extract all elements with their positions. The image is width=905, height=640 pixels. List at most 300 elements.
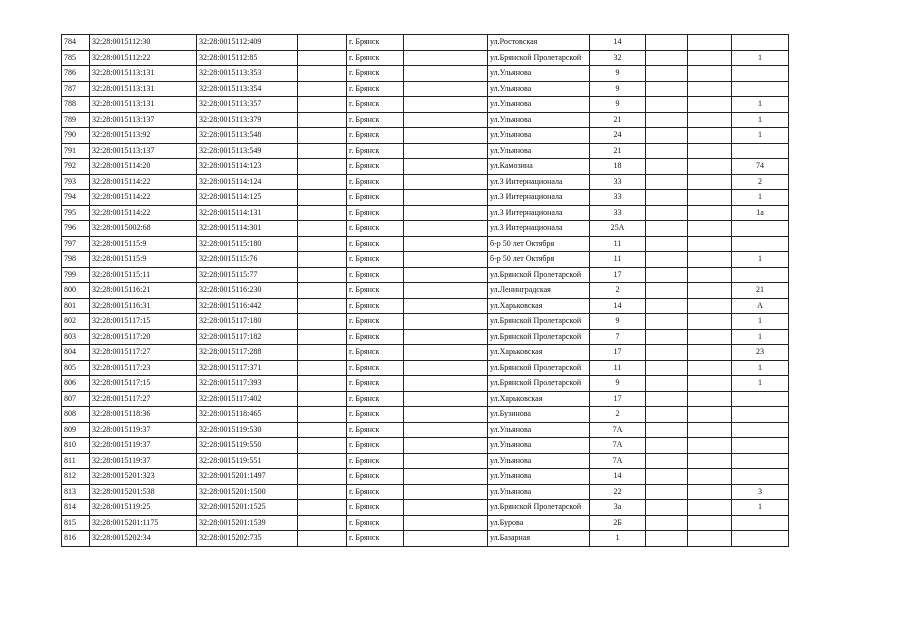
house-number-cell: 17 (590, 345, 646, 361)
empty-cell (688, 159, 732, 175)
empty-cell (688, 97, 732, 113)
empty-cell (688, 469, 732, 485)
building-cadastral-number-cell: 32:28:0015113:379 (197, 112, 298, 128)
empty-cell (688, 66, 732, 82)
building-cadastral-number-cell: 32:28:0015117:402 (197, 391, 298, 407)
empty-cell (646, 128, 688, 144)
house-number-cell: 9 (590, 376, 646, 392)
empty-cell (688, 143, 732, 159)
empty-cell (688, 221, 732, 237)
street-cell: ул.Ульянова (488, 112, 590, 128)
house-number-cell: 9 (590, 314, 646, 330)
street-cell: ул.Ленинградская (488, 283, 590, 299)
row-number-cell: 801 (62, 298, 90, 314)
land-cadastral-number-cell: 32:28:0015201:1175 (90, 515, 197, 531)
empty-cell (646, 159, 688, 175)
land-cadastral-number-cell: 32:28:0015119:37 (90, 438, 197, 454)
house-number-cell: 7А (590, 422, 646, 438)
street-cell: ул.Ульянова (488, 438, 590, 454)
row-number-cell: 790 (62, 128, 90, 144)
empty-cell (298, 484, 347, 500)
city-cell: г. Брянск (347, 283, 404, 299)
table-row (62, 112, 789, 128)
city-cell: г. Брянск (347, 438, 404, 454)
empty-cell (404, 345, 488, 361)
table-row (62, 422, 789, 438)
building-cadastral-number-cell: 32:28:0015114:124 (197, 174, 298, 190)
row-number-cell: 794 (62, 190, 90, 206)
empty-cell (404, 112, 488, 128)
house-number-cell: 9 (590, 97, 646, 113)
empty-cell (404, 50, 488, 66)
land-cadastral-number-cell: 32:28:0015117:27 (90, 345, 197, 361)
building-cadastral-number-cell: 32:28:0015113:354 (197, 81, 298, 97)
land-cadastral-number-cell: 32:28:0015113:92 (90, 128, 197, 144)
empty-cell (298, 345, 347, 361)
city-cell: г. Брянск (347, 422, 404, 438)
empty-cell (298, 407, 347, 423)
building-cadastral-number-cell: 32:28:0015113:353 (197, 66, 298, 82)
land-cadastral-number-cell: 32:28:0015201:538 (90, 484, 197, 500)
empty-cell (298, 515, 347, 531)
empty-cell (688, 298, 732, 314)
row-number-cell: 789 (62, 112, 90, 128)
city-cell: г. Брянск (347, 221, 404, 237)
building-cadastral-number-cell: 32:28:0015112:85 (197, 50, 298, 66)
empty-cell (298, 252, 347, 268)
land-cadastral-number-cell: 32:28:0015201:323 (90, 469, 197, 485)
empty-cell (298, 50, 347, 66)
building-cadastral-number-cell: 32:28:0015201:1525 (197, 500, 298, 516)
apartment-number-cell (732, 531, 789, 547)
table-row (62, 252, 789, 268)
row-number-cell: 807 (62, 391, 90, 407)
row-number-cell: 784 (62, 35, 90, 51)
row-number-cell: 786 (62, 66, 90, 82)
empty-cell (646, 50, 688, 66)
empty-cell (298, 97, 347, 113)
table-row (62, 50, 789, 66)
apartment-number-cell (732, 453, 789, 469)
empty-cell (298, 422, 347, 438)
empty-cell (646, 329, 688, 345)
street-cell: ул.Ульянова (488, 469, 590, 485)
apartment-number-cell: 1 (732, 376, 789, 392)
empty-cell (646, 81, 688, 97)
land-cadastral-number-cell: 32:28:0015002:68 (90, 221, 197, 237)
empty-cell (298, 360, 347, 376)
empty-cell (404, 422, 488, 438)
apartment-number-cell: 21 (732, 283, 789, 299)
city-cell: г. Брянск (347, 376, 404, 392)
empty-cell (688, 422, 732, 438)
empty-cell (646, 314, 688, 330)
building-cadastral-number-cell: 32:28:0015114:131 (197, 205, 298, 221)
building-cadastral-number-cell: 32:28:0015113:548 (197, 128, 298, 144)
building-cadastral-number-cell: 32:28:0015112:409 (197, 35, 298, 51)
street-cell: ул.Базарная (488, 531, 590, 547)
house-number-cell: 11 (590, 236, 646, 252)
city-cell: г. Брянск (347, 35, 404, 51)
city-cell: г. Брянск (347, 329, 404, 345)
row-number-cell: 798 (62, 252, 90, 268)
land-cadastral-number-cell: 32:28:0015117:27 (90, 391, 197, 407)
apartment-number-cell: 1 (732, 252, 789, 268)
table-row (62, 128, 789, 144)
city-cell: г. Брянск (347, 314, 404, 330)
street-cell: ул.Бузинова (488, 407, 590, 423)
house-number-cell: 1 (590, 531, 646, 547)
row-number-cell: 785 (62, 50, 90, 66)
empty-cell (298, 267, 347, 283)
city-cell: г. Брянск (347, 159, 404, 175)
building-cadastral-number-cell: 32:28:0015116:442 (197, 298, 298, 314)
empty-cell (646, 221, 688, 237)
empty-cell (298, 531, 347, 547)
empty-cell (404, 531, 488, 547)
street-cell: ул.Камозина (488, 159, 590, 175)
empty-cell (646, 174, 688, 190)
empty-cell (646, 35, 688, 51)
land-cadastral-number-cell: 32:28:0015113:137 (90, 143, 197, 159)
apartment-number-cell: 1 (732, 314, 789, 330)
row-number-cell: 797 (62, 236, 90, 252)
row-number-cell: 810 (62, 438, 90, 454)
house-number-cell: 17 (590, 267, 646, 283)
empty-cell (646, 236, 688, 252)
empty-cell (688, 314, 732, 330)
city-cell: г. Брянск (347, 81, 404, 97)
building-cadastral-number-cell: 32:28:0015115:180 (197, 236, 298, 252)
registry-table (61, 34, 789, 547)
empty-cell (404, 221, 488, 237)
street-cell: ул.Ульянова (488, 484, 590, 500)
empty-cell (688, 345, 732, 361)
empty-cell (298, 391, 347, 407)
building-cadastral-number-cell: 32:28:0015117:288 (197, 345, 298, 361)
street-cell: ул.Ульянова (488, 453, 590, 469)
table-row (62, 174, 789, 190)
apartment-number-cell (732, 236, 789, 252)
building-cadastral-number-cell: 32:28:0015116:230 (197, 283, 298, 299)
row-number-cell: 803 (62, 329, 90, 345)
building-cadastral-number-cell: 32:28:0015113:357 (197, 97, 298, 113)
land-cadastral-number-cell: 32:28:0015114:22 (90, 174, 197, 190)
empty-cell (688, 500, 732, 516)
apartment-number-cell: 1 (732, 360, 789, 376)
city-cell: г. Брянск (347, 128, 404, 144)
land-cadastral-number-cell: 32:28:0015117:15 (90, 376, 197, 392)
city-cell: г. Брянск (347, 345, 404, 361)
street-cell: ул.Брянской Пролетарской (488, 267, 590, 283)
empty-cell (298, 159, 347, 175)
table-row (62, 376, 789, 392)
apartment-number-cell (732, 438, 789, 454)
row-number-cell: 806 (62, 376, 90, 392)
table-row (62, 438, 789, 454)
row-number-cell: 792 (62, 159, 90, 175)
land-cadastral-number-cell: 32:28:0015114:20 (90, 159, 197, 175)
house-number-cell: 11 (590, 252, 646, 268)
apartment-number-cell (732, 221, 789, 237)
row-number-cell: 793 (62, 174, 90, 190)
empty-cell (646, 112, 688, 128)
apartment-number-cell: 74 (732, 159, 789, 175)
empty-cell (298, 205, 347, 221)
table-row (62, 159, 789, 175)
land-cadastral-number-cell: 32:28:0015117:15 (90, 314, 197, 330)
table-row (62, 236, 789, 252)
empty-cell (688, 236, 732, 252)
house-number-cell: 14 (590, 35, 646, 51)
street-cell: ул.Харьковская (488, 345, 590, 361)
city-cell: г. Брянск (347, 484, 404, 500)
land-cadastral-number-cell: 32:28:0015119:37 (90, 422, 197, 438)
land-cadastral-number-cell: 32:28:0015112:30 (90, 35, 197, 51)
table-row (62, 515, 789, 531)
street-cell: ул.Ульянова (488, 128, 590, 144)
apartment-number-cell (732, 469, 789, 485)
table-row (62, 298, 789, 314)
apartment-number-cell: 1 (732, 329, 789, 345)
row-number-cell: 809 (62, 422, 90, 438)
empty-cell (688, 128, 732, 144)
empty-cell (404, 159, 488, 175)
empty-cell (404, 298, 488, 314)
empty-cell (688, 283, 732, 299)
empty-cell (646, 407, 688, 423)
empty-cell (298, 236, 347, 252)
street-cell: ул.Брянской Пролетарской (488, 500, 590, 516)
house-number-cell: 7 (590, 329, 646, 345)
land-cadastral-number-cell: 32:28:0015113:137 (90, 112, 197, 128)
city-cell: г. Брянск (347, 515, 404, 531)
city-cell: г. Брянск (347, 174, 404, 190)
house-number-cell: 14 (590, 298, 646, 314)
empty-cell (688, 438, 732, 454)
empty-cell (404, 66, 488, 82)
street-cell: ул.Ульянова (488, 81, 590, 97)
empty-cell (646, 143, 688, 159)
empty-cell (688, 484, 732, 500)
house-number-cell: 32 (590, 50, 646, 66)
building-cadastral-number-cell: 32:28:0015201:1500 (197, 484, 298, 500)
table-row (62, 143, 789, 159)
empty-cell (404, 515, 488, 531)
row-number-cell: 814 (62, 500, 90, 516)
empty-cell (404, 81, 488, 97)
apartment-number-cell: 1 (732, 112, 789, 128)
table-row (62, 205, 789, 221)
land-cadastral-number-cell: 32:28:0015115:9 (90, 236, 197, 252)
empty-cell (688, 531, 732, 547)
empty-cell (298, 174, 347, 190)
empty-cell (298, 469, 347, 485)
house-number-cell: 25А (590, 221, 646, 237)
street-cell: ул.Ростовская (488, 35, 590, 51)
empty-cell (298, 283, 347, 299)
house-number-cell: 7А (590, 438, 646, 454)
table-row (62, 345, 789, 361)
empty-cell (404, 438, 488, 454)
empty-cell (404, 190, 488, 206)
empty-cell (646, 66, 688, 82)
row-number-cell: 804 (62, 345, 90, 361)
empty-cell (646, 283, 688, 299)
table-row (62, 360, 789, 376)
empty-cell (646, 469, 688, 485)
land-cadastral-number-cell: 32:28:0015113:131 (90, 81, 197, 97)
empty-cell (688, 252, 732, 268)
empty-cell (646, 438, 688, 454)
empty-cell (298, 221, 347, 237)
street-cell: ул.3 Интернационала (488, 174, 590, 190)
land-cadastral-number-cell: 32:28:0015115:11 (90, 267, 197, 283)
apartment-number-cell (732, 515, 789, 531)
empty-cell (404, 500, 488, 516)
empty-cell (298, 112, 347, 128)
empty-cell (404, 407, 488, 423)
empty-cell (646, 500, 688, 516)
house-number-cell: 9 (590, 66, 646, 82)
table-row (62, 391, 789, 407)
building-cadastral-number-cell: 32:28:0015114:301 (197, 221, 298, 237)
land-cadastral-number-cell: 32:28:0015113:131 (90, 66, 197, 82)
empty-cell (404, 205, 488, 221)
empty-cell (646, 531, 688, 547)
apartment-number-cell: 23 (732, 345, 789, 361)
apartment-number-cell (732, 35, 789, 51)
building-cadastral-number-cell: 32:28:0015119:550 (197, 438, 298, 454)
city-cell: г. Брянск (347, 469, 404, 485)
city-cell: г. Брянск (347, 500, 404, 516)
table-row (62, 314, 789, 330)
street-cell: ул.Брянской Пролетарской (488, 314, 590, 330)
empty-cell (298, 376, 347, 392)
empty-cell (688, 35, 732, 51)
city-cell: г. Брянск (347, 531, 404, 547)
apartment-number-cell: А (732, 298, 789, 314)
land-cadastral-number-cell: 32:28:0015112:22 (90, 50, 197, 66)
building-cadastral-number-cell: 32:28:0015201:1497 (197, 469, 298, 485)
table-body (62, 35, 789, 547)
empty-cell (298, 35, 347, 51)
apartment-number-cell: 1 (732, 190, 789, 206)
building-cadastral-number-cell: 32:28:0015119:551 (197, 453, 298, 469)
empty-cell (404, 329, 488, 345)
street-cell: ул.Ульянова (488, 97, 590, 113)
empty-cell (298, 298, 347, 314)
empty-cell (298, 329, 347, 345)
building-cadastral-number-cell: 32:28:0015114:123 (197, 159, 298, 175)
building-cadastral-number-cell: 32:28:0015117:182 (197, 329, 298, 345)
house-number-cell: 21 (590, 143, 646, 159)
table-row (62, 531, 789, 547)
row-number-cell: 815 (62, 515, 90, 531)
empty-cell (688, 391, 732, 407)
row-number-cell: 795 (62, 205, 90, 221)
building-cadastral-number-cell: 32:28:0015113:549 (197, 143, 298, 159)
land-cadastral-number-cell: 32:28:0015117:23 (90, 360, 197, 376)
table-row (62, 407, 789, 423)
house-number-cell: 18 (590, 159, 646, 175)
table-row (62, 81, 789, 97)
city-cell: г. Брянск (347, 66, 404, 82)
street-cell: ул.3 Интернационала (488, 205, 590, 221)
row-number-cell: 787 (62, 81, 90, 97)
empty-cell (688, 81, 732, 97)
table-row (62, 469, 789, 485)
building-cadastral-number-cell: 32:28:0015114:125 (197, 190, 298, 206)
empty-cell (688, 112, 732, 128)
row-number-cell: 816 (62, 531, 90, 547)
empty-cell (646, 97, 688, 113)
house-number-cell: 11 (590, 360, 646, 376)
table-row (62, 190, 789, 206)
building-cadastral-number-cell: 32:28:0015115:76 (197, 252, 298, 268)
apartment-number-cell (732, 143, 789, 159)
city-cell: г. Брянск (347, 236, 404, 252)
apartment-number-cell (732, 267, 789, 283)
apartment-number-cell: 2 (732, 174, 789, 190)
city-cell: г. Брянск (347, 190, 404, 206)
house-number-cell: 33 (590, 205, 646, 221)
land-cadastral-number-cell: 32:28:0015115:9 (90, 252, 197, 268)
street-cell: ул.Брянской Пролетарской (488, 329, 590, 345)
city-cell: г. Брянск (347, 143, 404, 159)
house-number-cell: 17 (590, 391, 646, 407)
empty-cell (404, 174, 488, 190)
land-cadastral-number-cell: 32:28:0015119:25 (90, 500, 197, 516)
table-row (62, 484, 789, 500)
city-cell: г. Брянск (347, 298, 404, 314)
empty-cell (646, 360, 688, 376)
house-number-cell: 9 (590, 81, 646, 97)
land-cadastral-number-cell: 32:28:0015116:31 (90, 298, 197, 314)
empty-cell (688, 267, 732, 283)
empty-cell (688, 174, 732, 190)
empty-cell (688, 515, 732, 531)
house-number-cell: 33 (590, 190, 646, 206)
apartment-number-cell: 1 (732, 128, 789, 144)
empty-cell (688, 360, 732, 376)
empty-cell (646, 484, 688, 500)
empty-cell (404, 314, 488, 330)
empty-cell (688, 329, 732, 345)
row-number-cell: 813 (62, 484, 90, 500)
empty-cell (646, 345, 688, 361)
empty-cell (298, 453, 347, 469)
empty-cell (688, 50, 732, 66)
house-number-cell: 22 (590, 484, 646, 500)
house-number-cell: 24 (590, 128, 646, 144)
empty-cell (404, 360, 488, 376)
empty-cell (404, 267, 488, 283)
table-row (62, 35, 789, 51)
empty-cell (404, 236, 488, 252)
street-cell: ул.Харьковская (488, 391, 590, 407)
land-cadastral-number-cell: 32:28:0015114:22 (90, 205, 197, 221)
empty-cell (688, 376, 732, 392)
house-number-cell: 3а (590, 500, 646, 516)
city-cell: г. Брянск (347, 453, 404, 469)
empty-cell (404, 453, 488, 469)
table-row (62, 267, 789, 283)
row-number-cell: 796 (62, 221, 90, 237)
empty-cell (646, 391, 688, 407)
apartment-number-cell: 1 (732, 97, 789, 113)
street-cell: ул.Ульянова (488, 143, 590, 159)
